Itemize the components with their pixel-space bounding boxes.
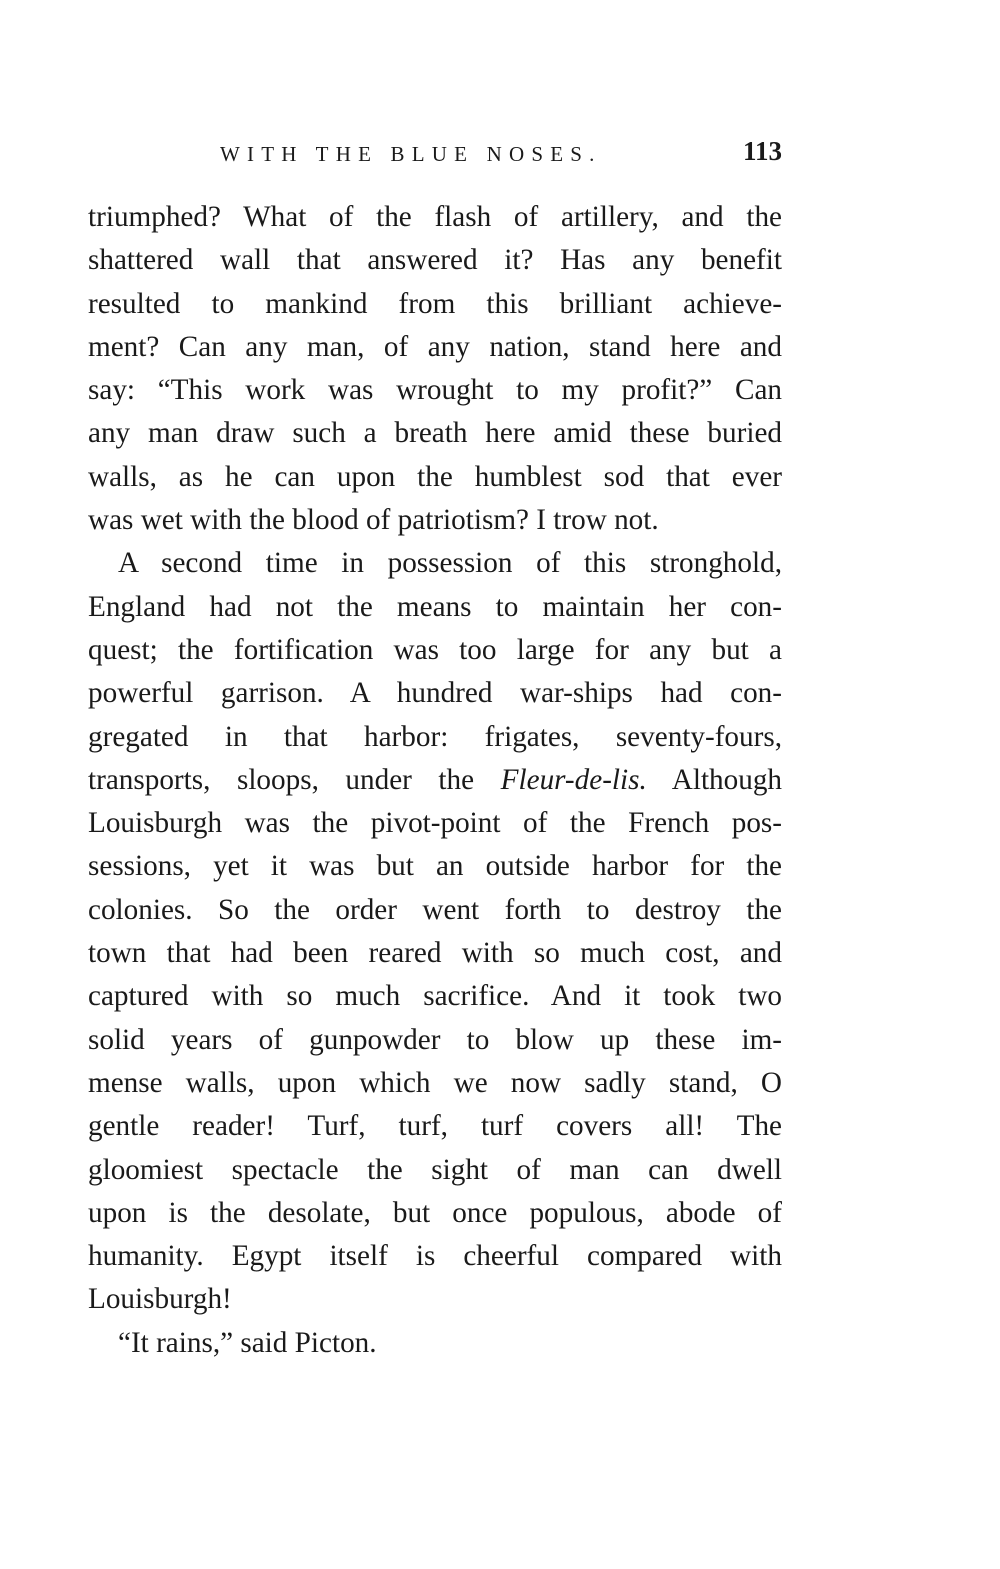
text-line: gentle reader! Turf, turf, turf covers all! The	[88, 1110, 782, 1143]
text-line: ment? Can any man, of any nation, stand here and	[88, 330, 782, 363]
text-line: A second time in possession of this stronghold,	[118, 547, 782, 580]
text-line: upon is the desolate, but once populous, abode of	[88, 1196, 782, 1229]
text-line: captured with so much sacrifice. And it took two	[88, 980, 782, 1013]
text-line: sessions, yet it was but an outside harbor for the	[88, 850, 782, 883]
italic-text: Fleur-de-lis.	[500, 763, 647, 796]
running-head	[88, 136, 782, 172]
text-line: walls, as he can upon the humblest sod that ever	[88, 460, 782, 493]
body-text	[88, 196, 782, 1365]
text-line-mixed	[88, 759, 782, 802]
text-line: powerful garrison. A hundred war-ships had con-	[88, 677, 782, 710]
text-line: Louisburgh was the pivot-point of the French pos-	[88, 807, 782, 840]
text-line: England had not the means to maintain her con-	[88, 590, 782, 623]
text-line: any man draw such a breath here amid these buried	[88, 417, 782, 450]
text-line: shattered wall that answered it? Has any benefit	[88, 244, 782, 277]
text-line: triumphed? What of the flash of artillery, and the	[88, 201, 782, 233]
text-line: say: “This work was wrought to my profit?” Can	[88, 374, 782, 407]
text-line: Louisburgh!	[88, 1283, 232, 1316]
text-line: was wet with the blood of patriotism? I trow not.	[88, 504, 659, 537]
text-line: town that had been reared with so much cost, and	[88, 937, 782, 970]
text-segment: Although	[671, 763, 783, 796]
text-line: humanity. Egypt itself is cheerful compared with	[88, 1240, 782, 1273]
running-title: WITH THE BLUE NOSES.	[220, 142, 602, 166]
page-number: 113	[742, 136, 782, 166]
text-line: “It rains,” said Picton.	[118, 1326, 377, 1359]
text-line: gloomiest spectacle the sight of man can dwell	[88, 1153, 782, 1186]
text-line: resulted to mankind from this brilliant achieve-	[88, 287, 782, 320]
text-line: quest; the fortification was too large for any but a	[88, 633, 782, 666]
text-line: mense walls, upon which we now sadly stand, O	[88, 1066, 782, 1099]
text-segment: transports, sloops, under the	[88, 763, 475, 796]
text-line: solid years of gunpowder to blow up these im-	[88, 1023, 782, 1056]
text-line: gregated in that harbor: frigates, seventy-fours,	[88, 720, 782, 753]
text-line: colonies. So the order went forth to destroy the	[88, 893, 782, 926]
